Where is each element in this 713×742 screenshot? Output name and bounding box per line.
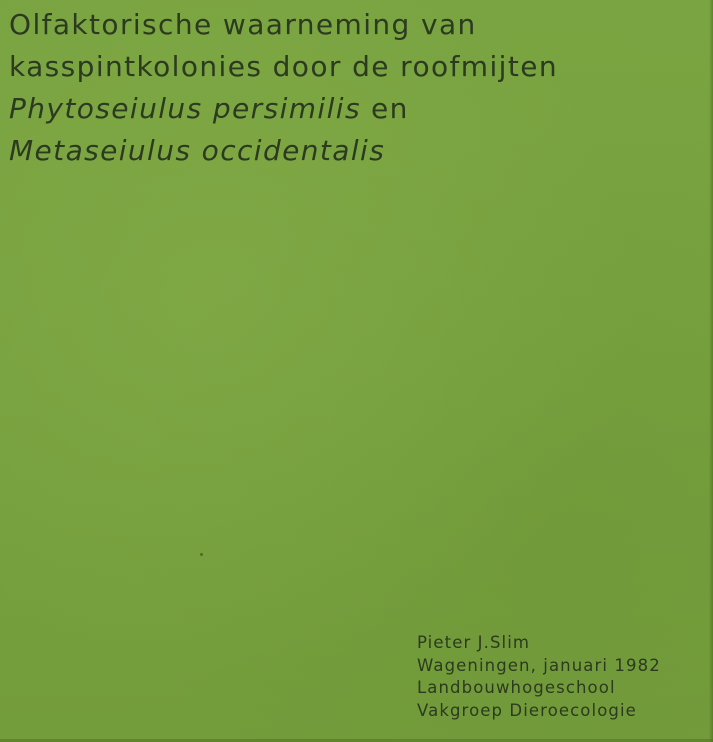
title-line-2: kasspintkolonies door de roofmijten bbox=[9, 50, 558, 83]
species-name-1: Phytoseiulus persimilis bbox=[9, 92, 361, 125]
cover-right-edge bbox=[709, 0, 713, 742]
title-line-3 bbox=[9, 88, 699, 130]
title-conjunction: en bbox=[370, 92, 409, 125]
department-name: Vakgroep Dieroecologie bbox=[417, 700, 637, 720]
speck bbox=[200, 553, 203, 556]
title-line-1: Olfaktorische waarneming van bbox=[9, 8, 477, 41]
author-name: Pieter J.Slim bbox=[417, 633, 531, 652]
place-date: Wageningen, januari 1982 bbox=[417, 655, 661, 675]
institution-name: Landbouwhogeschool bbox=[417, 678, 616, 697]
title-block bbox=[9, 4, 699, 172]
author-block bbox=[417, 632, 707, 722]
species-name-2: Metaseiulus occidentalis bbox=[9, 134, 386, 167]
